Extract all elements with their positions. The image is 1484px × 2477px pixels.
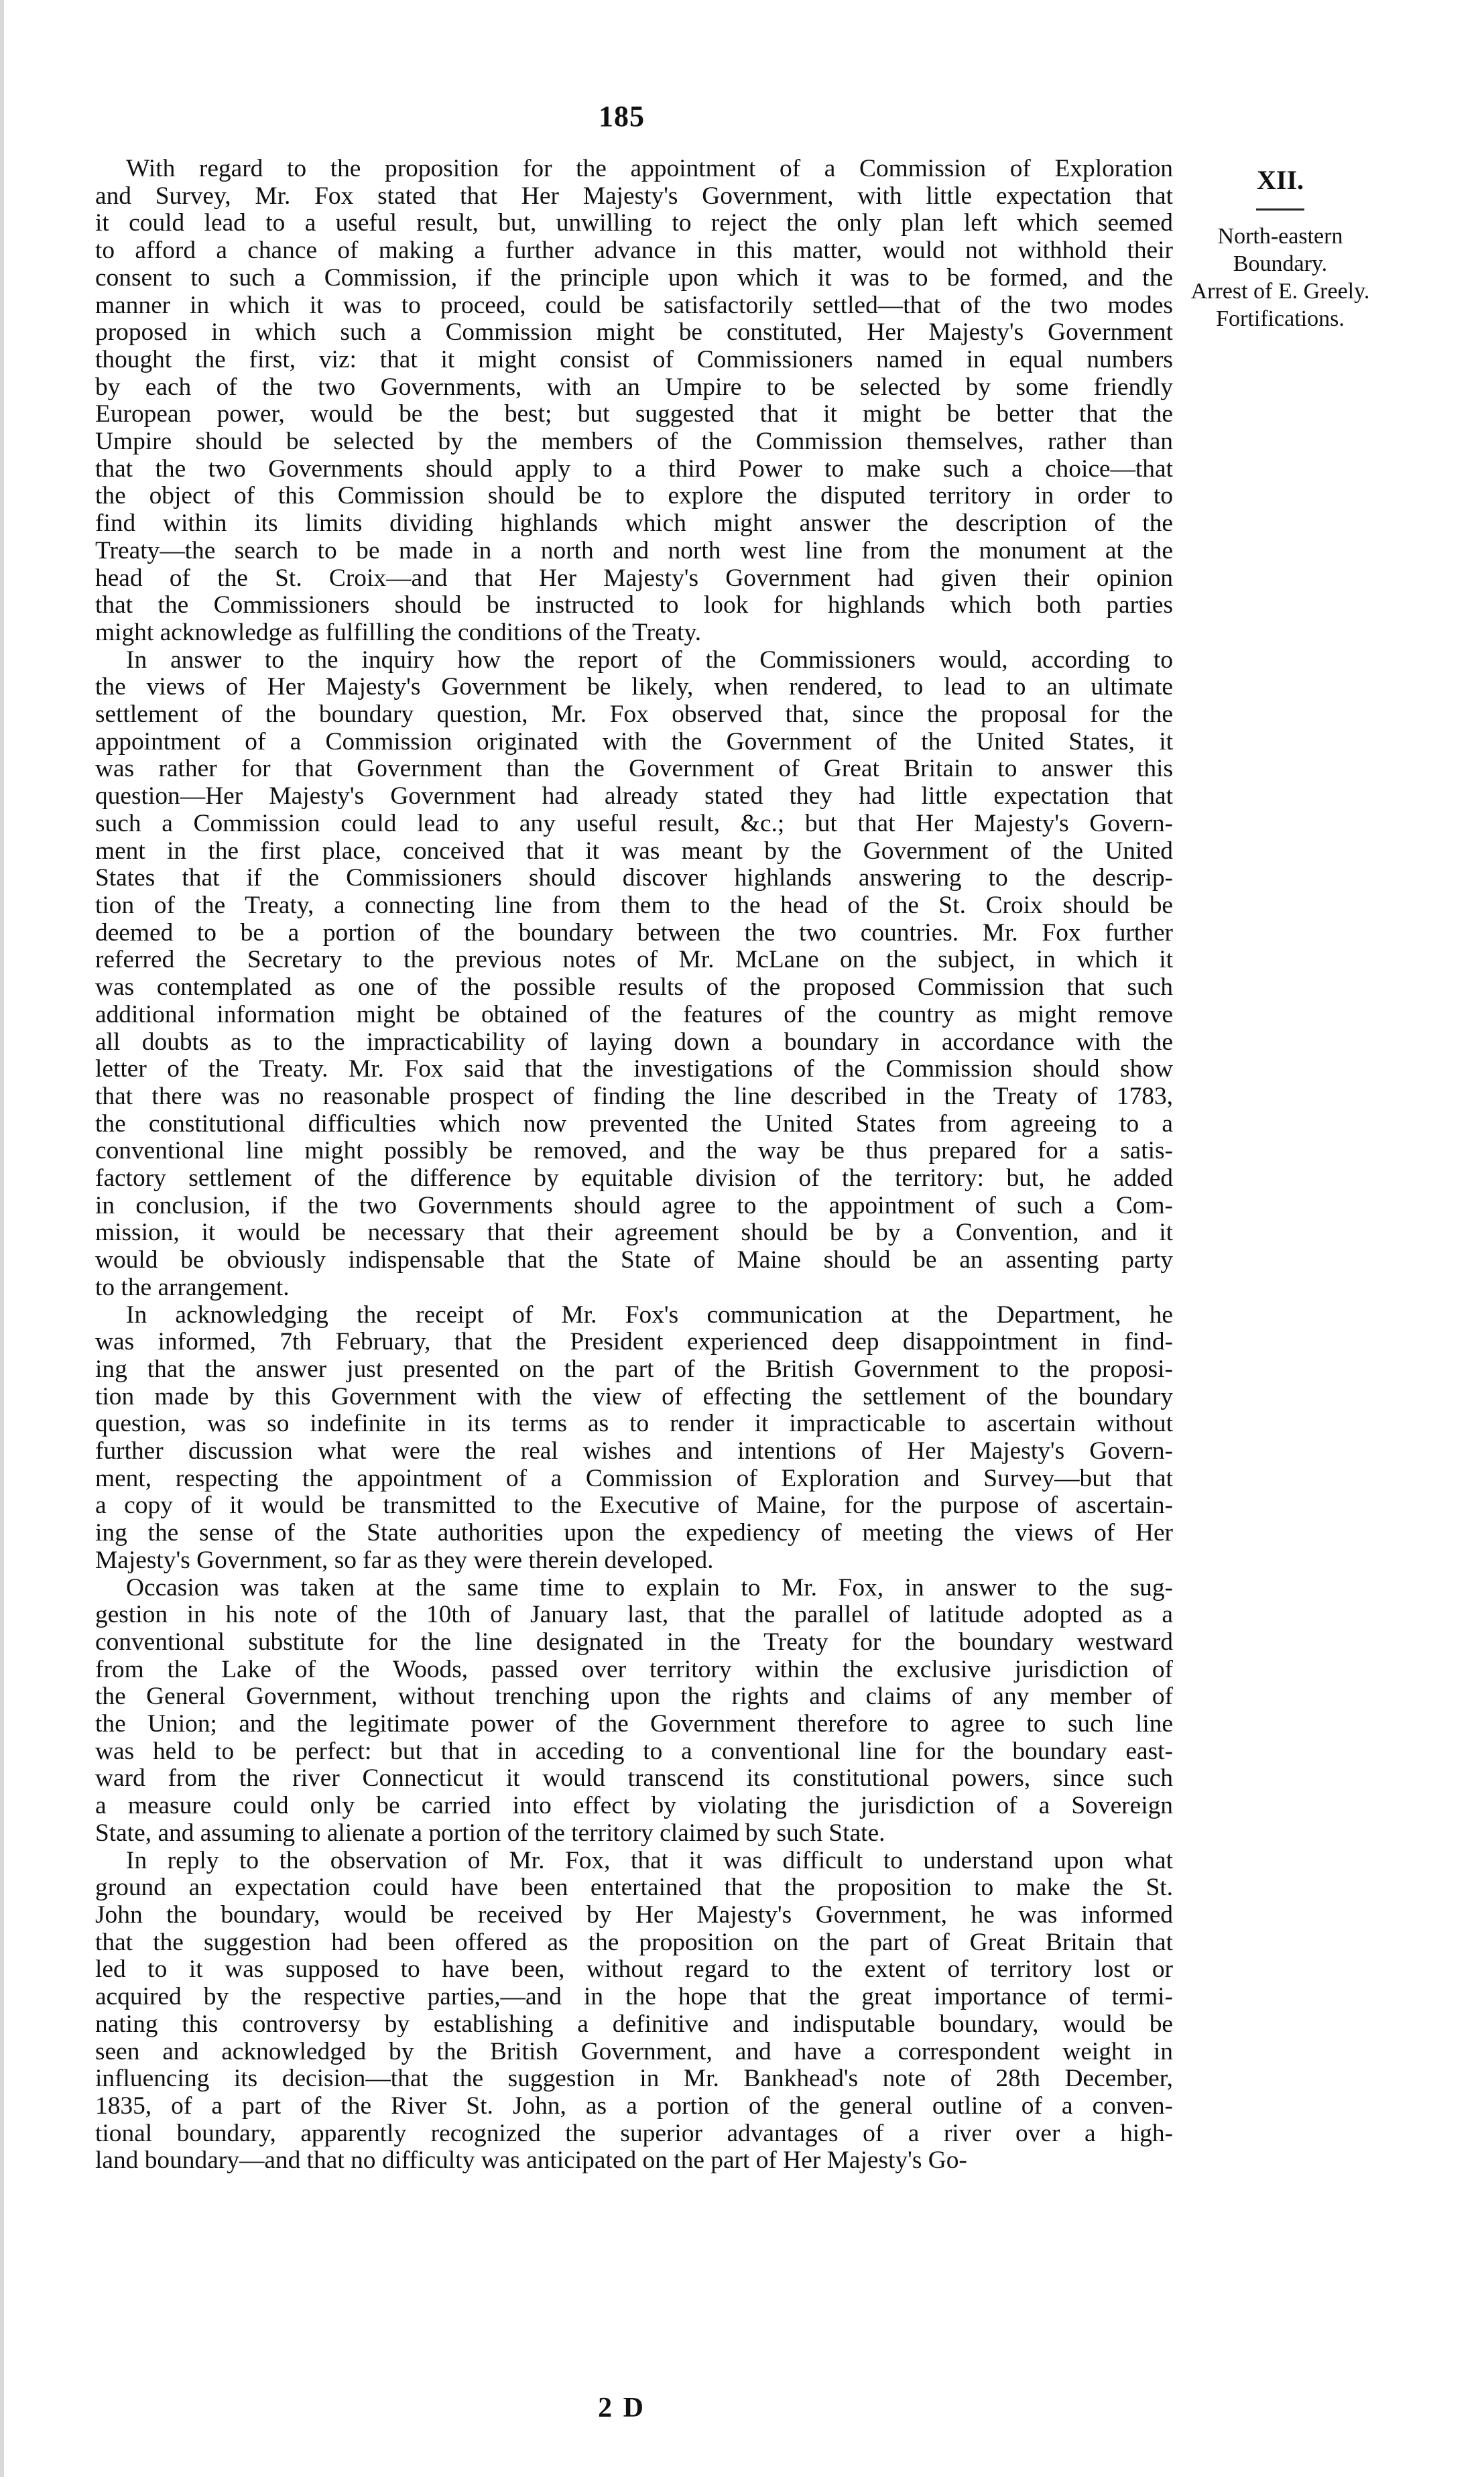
- text-line: tional boundary, apparently recognized the superior advantages of a river over a high-: [95, 2119, 1173, 2147]
- text-line: the General Government, without trenching upon the rights and claims of any member of: [95, 1683, 1173, 1711]
- paragraph: [95, 156, 1173, 647]
- text-line: by each of the two Governments, with an Umpire to be selected by some friendly: [95, 373, 1173, 401]
- text-line: all doubts as to the impracticability of laying down a boundary in accordance with the: [95, 1028, 1173, 1056]
- section-rule: [1256, 208, 1304, 210]
- paragraph: [95, 1575, 1173, 1848]
- text-line: ing the sense of the State authorities upon the expediency of meeting the views of Her: [95, 1519, 1173, 1547]
- text-line: seen and acknowledged by the British Government, and have a correspondent weight in: [95, 2037, 1173, 2065]
- text-line: State, and assuming to alienate a portion of the territory claimed by such State.: [95, 1819, 885, 1847]
- text-line: question—Her Majesty's Government had already stated they had little expectation that: [95, 782, 1173, 810]
- text-line: In acknowledging the receipt of Mr. Fox's communication at the Department, he: [126, 1301, 1173, 1329]
- text-line: from the Lake of the Woods, passed over territory within the exclusive jurisdiction of: [95, 1655, 1173, 1683]
- text-line: Occasion was taken at the same time to explain to Mr. Fox, in answer to the sug-: [126, 1573, 1173, 1602]
- text-line: referred the Secretary to the previous notes of Mr. McLane on the subject, in which it: [95, 946, 1173, 974]
- text-line: was rather for that Government than the Government of Great Britain to answer this: [95, 755, 1173, 783]
- text-line: ing that the answer just presented on the part of the British Government to the proposi-: [95, 1355, 1173, 1383]
- text-line: and Survey, Mr. Fox stated that Her Majesty's Government, with little expectation that: [95, 182, 1173, 210]
- text-line: conventional line might possibly be removed, and the way be thus prepared for a satis-: [95, 1137, 1173, 1165]
- text-line: might acknowledge as fulfilling the conditions of the Treaty.: [95, 618, 702, 646]
- text-line: question, was so indefinite in its terms as to render it impracticable to ascertain without: [95, 1410, 1173, 1438]
- text-line: land boundary—and that no difficulty was anticipated on the part of Her Majesty's Go-: [95, 2147, 967, 2175]
- text-line: was informed, 7th February, that the President experienced deep disappointment in find-: [95, 1328, 1173, 1356]
- text-line: Majesty's Government, so far as they were therein developed.: [95, 1546, 714, 1574]
- text-line: ground an expectation could have been entertained that the proposition to make the St.: [95, 1874, 1173, 1902]
- text-line: ment, respecting the appointment of a Commission of Exploration and Survey—but that: [95, 1464, 1173, 1492]
- text-line: led to it was supposed to have been, without regard to the extent of territory lost or: [95, 1955, 1173, 1984]
- text-line: additional information might be obtained of the features of the country as might remove: [95, 1000, 1173, 1028]
- paragraph: [95, 1302, 1173, 1575]
- text-line: such a Commission could lead to any useful result, &c.; but that Her Majesty's Govern-: [95, 809, 1173, 837]
- text-line: appointment of a Commission originated with the Government of the United States, it: [95, 727, 1173, 756]
- text-line: acquired by the respective parties,—and in the hope that the great importance of termi-: [95, 1983, 1173, 2011]
- text-line: the Union; and the legitimate power of the Government therefore to agree to such line: [95, 1710, 1173, 1738]
- text-line: to afford a chance of making a further advance in this matter, would not withhold their: [95, 237, 1173, 265]
- text-line: manner in which it was to proceed, could be satisfactorily settled—that of the two modes: [95, 291, 1173, 319]
- margin-topic-north-eastern: North-eastern: [1217, 224, 1343, 249]
- text-line: find within its limits dividing highlands which might answer the description of the: [95, 509, 1173, 538]
- text-line: factory settlement of the difference by equitable division of the territory: but, he added: [95, 1164, 1173, 1193]
- text-line: it could lead to a useful result, but, unwilling to reject the only plan left which seemed: [95, 209, 1173, 237]
- text-line: the object of this Commission should be to explore the disputed territory in order to: [95, 482, 1173, 510]
- text-line: deemed to be a portion of the boundary between the two countries. Mr. Fox further: [95, 918, 1173, 947]
- text-line: tion of the Treaty, a connecting line from them to the head of the St. Croix should be: [95, 891, 1173, 919]
- body-text: [95, 156, 1173, 2175]
- text-line: gestion in his note of the 10th of January last, that the parallel of latitude adopted as a: [95, 1601, 1173, 1629]
- text-line: a copy of it would be transmitted to the Executive of Maine, for the purpose of ascertain-: [95, 1492, 1173, 1520]
- text-line: to the arrangement.: [95, 1273, 290, 1301]
- margin-notes: [1180, 166, 1381, 333]
- page-binding-edge: [0, 0, 4, 2477]
- printer-signature-mark: 2 D: [598, 2393, 645, 2423]
- text-line: ment in the first place, conceived that it was meant by the Government of the United: [95, 837, 1173, 865]
- text-line: 1835, of a part of the River St. John, as a portion of the general outline of a conven-: [95, 2092, 1173, 2120]
- text-line: conventional substitute for the line designated in the Treaty for the boundary westward: [95, 1628, 1173, 1656]
- text-line: was contemplated as one of the possible results of the proposed Commission that such: [95, 973, 1173, 1002]
- text-line: mission, it would be necessary that their agreement should be by a Convention, and it: [95, 1219, 1173, 1247]
- text-line: would be obviously indispensable that the State of Maine should be an assenting party: [95, 1246, 1173, 1274]
- text-line: settlement of the boundary question, Mr. Fox observed that, since the proposal for the: [95, 701, 1173, 729]
- text-line: thought the first, viz: that it might consist of Commissioners named in equal numbers: [95, 345, 1173, 373]
- text-line: the views of Her Majesty's Government be likely, when rendered, to lead to an ultimate: [95, 673, 1173, 701]
- paragraph: [95, 1848, 1173, 2175]
- text-line: John the boundary, would be received by Her Majesty's Government, he was informed: [95, 1901, 1173, 1929]
- page-number: 185: [599, 100, 645, 133]
- text-line: influencing its decision—that the suggestion in Mr. Bankhead's note of 28th December,: [95, 2065, 1173, 2093]
- text-line: was held to be perfect: but that in acceding to a conventional line for the boundary east-: [95, 1737, 1173, 1765]
- text-line: States that if the Commissioners should discover highlands answering to the descrip-: [95, 864, 1173, 892]
- text-line: head of the St. Croix—and that Her Majesty's Government had given their opinion: [95, 564, 1173, 592]
- margin-topic-boundary: Boundary.: [1233, 251, 1328, 276]
- text-line: the constitutional difficulties which now prevented the United States from agreeing to a: [95, 1109, 1173, 1138]
- text-line: In reply to the observation of Mr. Fox, that it was difficult to understand upon what: [126, 1846, 1173, 1874]
- text-line: Treaty—the search to be made in a north and north west line from the monument at the: [95, 536, 1173, 564]
- text-line: that the two Governments should apply to a third Power to make such a choice—that: [95, 455, 1173, 483]
- margin-topic-arrest: Arrest of E. Greely.: [1190, 279, 1370, 304]
- text-line: proposed in which such a Commission might be constituted, Her Majesty's Government: [95, 318, 1173, 347]
- text-line: that the suggestion had been offered as the proposition on the part of Great Britain that: [95, 1928, 1173, 1956]
- text-line: European power, would be the best; but suggested that it might be better that the: [95, 400, 1173, 428]
- text-line: tion made by this Government with the view of effecting the settlement of the boundary: [95, 1382, 1173, 1410]
- text-line: ward from the river Connecticut it would transcend its constitutional powers, since such: [95, 1764, 1173, 1793]
- text-line: a measure could only be carried into effect by violating the jurisdiction of a Sovereign: [95, 1792, 1173, 1820]
- text-line: that the Commissioners should be instructed to look for highlands which both parties: [95, 591, 1173, 619]
- text-line: Umpire should be selected by the members of the Commission themselves, rather than: [95, 428, 1173, 456]
- text-line: In answer to the inquiry how the report of the Commissioners would, according to: [126, 646, 1173, 674]
- text-line: further discussion what were the real wishes and intentions of Her Majesty's Govern-: [95, 1437, 1173, 1465]
- text-line: in conclusion, if the two Governments should agree to the appointment of such a Com-: [95, 1191, 1173, 1219]
- paragraph: [95, 647, 1173, 1302]
- margin-topic-fortifications: Fortifications.: [1216, 306, 1345, 331]
- text-line: nating this controversy by establishing a definitive and indisputable boundary, would be: [95, 2010, 1173, 2038]
- section-number: XII.: [1256, 165, 1304, 195]
- text-line: that there was no reasonable prospect of finding the line described in the Treaty of 1783,: [95, 1082, 1173, 1110]
- text-line: consent to such a Commission, if the principle upon which it was to be formed, and the: [95, 263, 1173, 292]
- text-line: With regard to the proposition for the appointment of a Commission of Exploration: [126, 155, 1173, 182]
- text-line: letter of the Treaty. Mr. Fox said that the investigations of the Commission should show: [95, 1055, 1173, 1083]
